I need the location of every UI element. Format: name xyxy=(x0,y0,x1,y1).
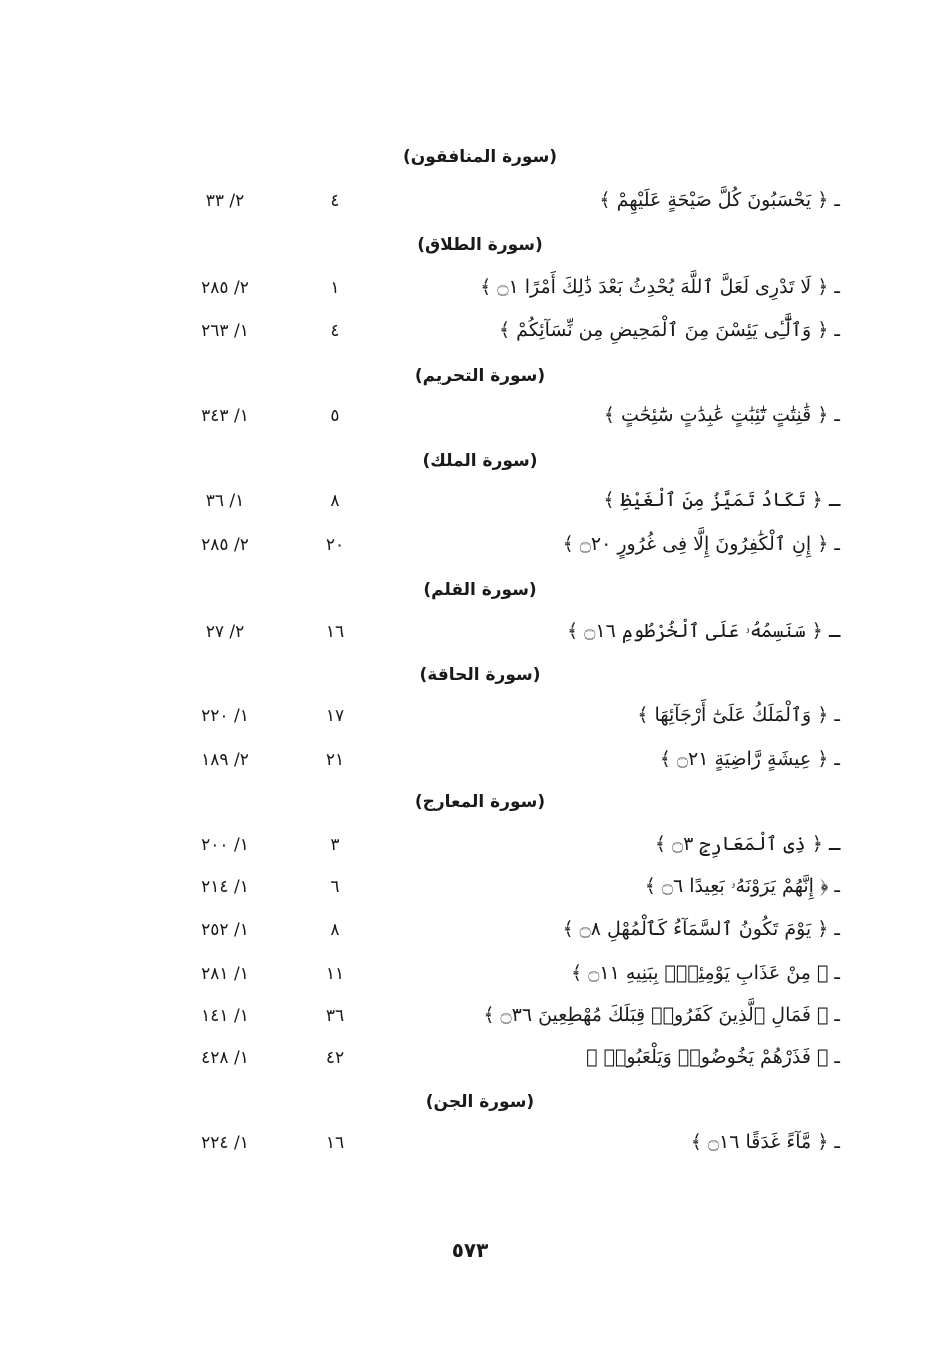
page-reference: ٢/ ٢٧ xyxy=(205,622,245,642)
verse-text: ـ ﴿ وَٱلْمَلَكُ عَلَىٰٓ أَرْجَآئِهَا ﴾ xyxy=(637,704,840,726)
surah-heading: (سورة القلم) xyxy=(423,580,537,600)
verse-text: ـ ﴿ ذِى ٱلْمَعَارِجِ ۝٣ ﴾ xyxy=(654,833,840,855)
page-reference: ١/ ٢٦٣ xyxy=(201,321,249,341)
page-reference: ١/ ٢٨١ xyxy=(201,964,249,984)
page-reference: ١/ ٣٤٣ xyxy=(201,406,249,426)
verse-text: ـ ﴿ إِنَّهُمْ يَرَوْنَهُۥ بَعِيدًا ۝٦ ﴾ xyxy=(644,875,840,897)
verse-number: ٤٢ xyxy=(325,1048,345,1068)
verse-number: ١ xyxy=(330,278,340,298)
verse-number: ١٦ xyxy=(325,622,345,642)
page-reference: ٢/ ٢٨٥ xyxy=(201,535,249,555)
verse-text: ـ ﴿ فَمَالِ ٱلَّذِينَ كَفَرُوا۟ قِبَلَكَ مُهْطِعِينَ ۝٣٦ ﴾ xyxy=(483,1004,840,1026)
page-reference: ٢/ ٢٨٥ xyxy=(201,278,249,298)
verse-text: ـ ﴿ لَا تَدْرِى لَعَلَّ ٱللَّهَ يُحْدِثُ بَعْدَ ذَٰلِكَ أَمْرًا ۝١ ﴾ xyxy=(480,276,840,298)
surah-heading: (سورة الملك) xyxy=(422,451,538,471)
page-reference: ١/ ١٤١ xyxy=(201,1006,249,1026)
verse-number: ٨ xyxy=(330,491,340,511)
verse-text: ـ ﴿ مِنْ عَذَابِ يَوْمِئِذٍۭ بِبَنِيهِ ۝١١ ﴾ xyxy=(571,962,840,984)
verse-text: ـ ﴿ يَوْمَ تَكُونُ ٱلسَّمَآءُ كَٱلْمُهْلِ ۝٨ ﴾ xyxy=(562,918,840,940)
page-reference: ١/ ٤٢٨ xyxy=(201,1048,249,1068)
verse-number: ٨ xyxy=(330,920,340,940)
surah-heading: (سورة المعارج) xyxy=(414,792,546,812)
verse-number: ٢٠ xyxy=(325,535,345,555)
verse-text: ـ ﴿ تَكَادُ تَمَيَّزُ مِنَ ٱلْغَيْظِ ﴾ xyxy=(603,489,840,511)
verse-number: ٣ xyxy=(330,835,340,855)
verse-text: ـ ﴿ مَّآءً غَدَقًا ۝١٦ ﴾ xyxy=(690,1131,840,1153)
verse-number: ٤ xyxy=(330,191,340,211)
surah-heading: (سورة التحريم) xyxy=(414,366,546,386)
verse-text: ـ ﴿ يَحْسَبُونَ كُلَّ صَيْحَةٍ عَلَيْهِمْ ﴾ xyxy=(599,189,840,211)
verse-number: ١٧ xyxy=(325,706,345,726)
verse-number: ٢١ xyxy=(325,750,345,770)
page-number: ٥٧٣ xyxy=(451,1238,489,1262)
surah-heading: (سورة الطلاق) xyxy=(417,235,543,255)
verse-text: ـ ﴿ وَٱلَّٰٓـِٔى يَئِسْنَ مِنَ ٱلْمَحِيضِ مِن نِّسَآئِكُمْ ﴾ xyxy=(499,319,840,341)
page-reference: ٢/ ١٨٩ xyxy=(201,750,249,770)
verse-number: ١٦ xyxy=(325,1133,345,1153)
page-reference: ١/ ٢٢٠ xyxy=(201,706,249,726)
verse-number: ٣٦ xyxy=(325,1006,345,1026)
verse-number: ١١ xyxy=(325,964,345,984)
verse-text: ـ ﴿ قَٰنِتَٰتٍ تَٰٓئِبَٰتٍ عَٰبِدَٰتٍ سَٰٓئِحَٰتٍ ﴾ xyxy=(603,404,840,426)
page-reference: ١/ ٢٠٠ xyxy=(201,835,249,855)
verse-text: ـ ﴿ عِيشَةٍ رَّاضِيَةٍ ۝٢١ ﴾ xyxy=(659,748,840,770)
page-reference: ١/ ٢١٤ xyxy=(201,877,249,897)
page-reference: ١/ ٢٥٢ xyxy=(201,920,249,940)
verse-number: ٤ xyxy=(330,321,340,341)
page-reference: ١/ ٣٦ xyxy=(205,491,245,511)
surah-heading: (سورة الجن) xyxy=(425,1092,535,1112)
verse-text: ـ ﴿ إِنِ ٱلْكَٰفِرُونَ إِلَّا فِى غُرُورٍ ۝٢٠ ﴾ xyxy=(562,533,840,555)
verse-number: ٥ xyxy=(330,406,340,426)
verse-text: ـ ﴿ فَذَرْهُمْ يَخُوضُوا۟ وَيَلْعَبُوا۟ ﴾ xyxy=(586,1046,840,1068)
page-reference: ٢/ ٣٣ xyxy=(205,191,245,211)
verse-text: ـ ﴿ سَنَسِمُهُۥ عَلَى ٱلْخُرْطُومِ ۝١٦ ﴾ xyxy=(567,620,840,642)
verse-number: ٦ xyxy=(330,877,340,897)
surah-heading: (سورة الحاقة) xyxy=(419,665,541,685)
surah-heading: (سورة المنافقون) xyxy=(402,147,558,167)
page-reference: ١/ ٢٢٤ xyxy=(201,1133,249,1153)
